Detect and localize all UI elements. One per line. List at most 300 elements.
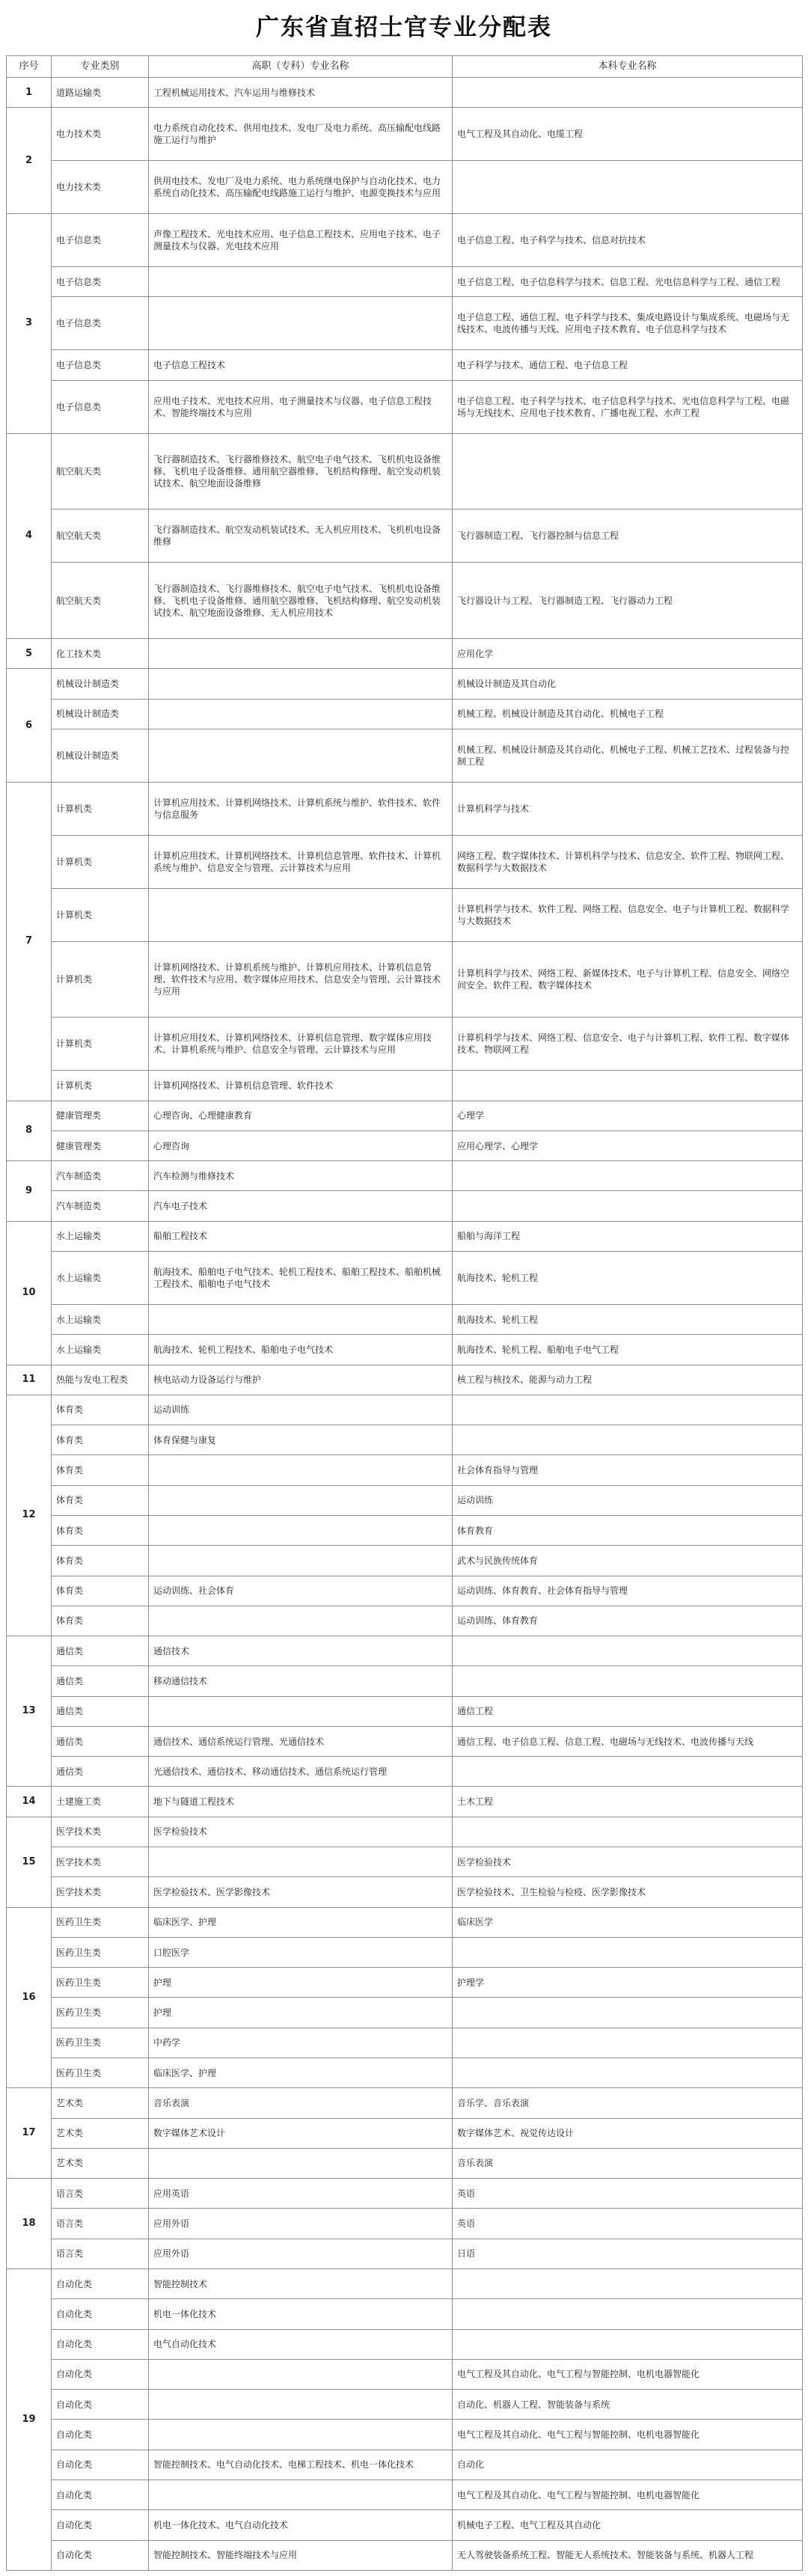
category-cell: 航空航天类 — [52, 510, 149, 563]
vocational-major-cell — [149, 2148, 453, 2178]
category-cell: 医药卫生类 — [52, 1907, 149, 1937]
category-cell: 电子信息类 — [52, 214, 149, 267]
category-cell: 水上运输类 — [52, 1304, 149, 1334]
table-row — [7, 433, 803, 510]
vocational-major-cell: 电气自动化技术 — [149, 2329, 453, 2359]
header-no: 序号 — [7, 56, 52, 78]
table-row — [7, 2118, 803, 2148]
bachelor-major-cell: 计算机科学与技术、网络工程、新媒体技术、电子与计算机工程、信息安全、网络空间安全、软件工程、数字媒体技术 — [453, 941, 803, 1018]
table-row — [7, 1576, 803, 1606]
category-cell: 计算机类 — [52, 888, 149, 941]
vocational-major-cell: 运动训练 — [149, 1395, 453, 1425]
vocational-major-cell: 计算机网络技术、计算机信息管理、软件技术 — [149, 1071, 453, 1101]
vocational-major-cell — [149, 669, 453, 699]
table-row — [7, 1968, 803, 1998]
category-cell: 化工技术类 — [52, 638, 149, 668]
category-cell: 电子信息类 — [52, 297, 149, 350]
vocational-major-cell: 医学检验技术、医学影像技术 — [149, 1877, 453, 1907]
vocational-major-cell — [149, 1847, 453, 1877]
row-number: 10 — [7, 1221, 52, 1365]
vocational-major-cell — [149, 699, 453, 729]
bachelor-major-cell: 电子科学与技术、通信工程、电子信息工程 — [453, 350, 803, 380]
row-number: 12 — [7, 1395, 52, 1636]
vocational-major-cell: 飞行器制造技术、飞行器维修技术、航空电子电气技术、飞机机电设备维修、飞机电子设备维修、通用航空器维修、飞机结构修理、航空发动机装试技术、航空地面设备维修、无人机应用技术 — [149, 563, 453, 639]
vocational-major-cell: 船舶工程技术 — [149, 1221, 453, 1251]
table-row — [7, 108, 803, 161]
table-row — [7, 1726, 803, 1756]
row-number: 6 — [7, 669, 52, 783]
bachelor-major-cell: 船舶与海洋工程 — [453, 1221, 803, 1251]
category-cell: 通信类 — [52, 1726, 149, 1756]
table-row — [7, 941, 803, 1018]
vocational-major-cell — [149, 1606, 453, 1636]
bachelor-major-cell: 护理学 — [453, 1968, 803, 1998]
bachelor-major-cell: 自动化、机器人工程、智能装备与系统 — [453, 2390, 803, 2420]
vocational-major-cell — [149, 2479, 453, 2509]
bachelor-major-cell — [453, 2058, 803, 2088]
category-cell: 艺术类 — [52, 2118, 149, 2148]
category-cell: 医药卫生类 — [52, 1968, 149, 1998]
table-header-row — [7, 56, 803, 78]
bachelor-major-cell: 电气工程及其自动化、电气工程与智能控制、电机电器智能化 — [453, 2420, 803, 2450]
table-row — [7, 2390, 803, 2420]
table-row — [7, 638, 803, 668]
table-row — [7, 214, 803, 267]
table-row — [7, 729, 803, 782]
category-cell: 热能与发电工程类 — [52, 1365, 149, 1395]
table-row — [7, 1161, 803, 1191]
vocational-major-cell: 智能控制技术 — [149, 2268, 453, 2298]
table-row — [7, 1666, 803, 1696]
vocational-major-cell: 护理 — [149, 1968, 453, 1998]
category-cell: 自动化类 — [52, 2510, 149, 2540]
category-cell: 体育类 — [52, 1546, 149, 1576]
category-cell: 通信类 — [52, 1757, 149, 1787]
table-row — [7, 2479, 803, 2509]
vocational-major-cell: 口腔医学 — [149, 1937, 453, 1967]
category-cell: 艺术类 — [52, 2148, 149, 2178]
table-row — [7, 1425, 803, 1455]
row-number: 8 — [7, 1101, 52, 1161]
bachelor-major-cell: 自动化 — [453, 2450, 803, 2479]
vocational-major-cell: 移动通信技术 — [149, 1666, 453, 1696]
bachelor-major-cell: 机械电子工程、电气工程及其自动化 — [453, 2510, 803, 2540]
row-number: 11 — [7, 1365, 52, 1395]
table-row — [7, 2268, 803, 2298]
category-cell: 电子信息类 — [52, 350, 149, 380]
table-row — [7, 2540, 803, 2571]
category-cell: 通信类 — [52, 1696, 149, 1726]
category-cell: 语言类 — [52, 2209, 149, 2239]
category-cell: 体育类 — [52, 1455, 149, 1485]
category-cell: 医药卫生类 — [52, 2028, 149, 2058]
bachelor-major-cell — [453, 1998, 803, 2028]
vocational-major-cell: 地下与隧道工程技术 — [149, 1787, 453, 1817]
table-row — [7, 2359, 803, 2389]
vocational-major-cell — [149, 1696, 453, 1726]
row-number: 2 — [7, 108, 52, 214]
category-cell: 水上运输类 — [52, 1252, 149, 1305]
category-cell: 计算机类 — [52, 1071, 149, 1101]
bachelor-major-cell — [453, 433, 803, 510]
bachelor-major-cell: 医学检验技术 — [453, 1847, 803, 1877]
table-row — [7, 2450, 803, 2479]
vocational-major-cell: 飞行器制造技术、航空发动机装试技术、无人机应用技术、飞机机电设备维修 — [149, 510, 453, 563]
category-cell: 自动化类 — [52, 2268, 149, 2298]
bachelor-major-cell: 英语 — [453, 2209, 803, 2239]
header-category: 专业类别 — [52, 56, 149, 78]
vocational-major-cell — [149, 1485, 453, 1515]
vocational-major-cell: 光通信技术、通信技术、移动通信技术、通信系统运行管理 — [149, 1757, 453, 1787]
vocational-major-cell: 机电一体化技术、电气自动化技术 — [149, 2510, 453, 2540]
vocational-major-cell: 音乐表演 — [149, 2088, 453, 2118]
vocational-major-cell: 数字媒体艺术设计 — [149, 2118, 453, 2148]
header-vocational: 高职（专科）专业名称 — [149, 56, 453, 78]
table-row — [7, 1071, 803, 1101]
table-row — [7, 835, 803, 888]
table-row — [7, 2329, 803, 2359]
bachelor-major-cell: 机械工程、机械设计制造及其自动化、机械电子工程、机械工艺技术、过程装备与控制工程 — [453, 729, 803, 782]
category-cell: 语言类 — [52, 2239, 149, 2268]
category-cell: 自动化类 — [52, 2450, 149, 2479]
bachelor-major-cell — [453, 1636, 803, 1666]
page-title: 广东省直招士官专业分配表 — [256, 14, 552, 41]
category-cell: 自动化类 — [52, 2359, 149, 2389]
bachelor-major-cell — [453, 1191, 803, 1221]
row-number: 14 — [7, 1787, 52, 1817]
vocational-major-cell — [149, 888, 453, 941]
vocational-major-cell: 智能控制技术、智能终端技术与应用 — [149, 2540, 453, 2571]
category-cell: 自动化类 — [52, 2390, 149, 2420]
bachelor-major-cell: 飞行器制造工程、飞行器控制与信息工程 — [453, 510, 803, 563]
category-cell: 医学技术类 — [52, 1877, 149, 1907]
vocational-major-cell: 智能控制技术、电气自动化技术、电梯工程技术、机电一体化技术 — [149, 2450, 453, 2479]
bachelor-major-cell: 飞行器设计与工程、飞行器制造工程、飞行器动力工程 — [453, 563, 803, 639]
category-cell: 土建施工类 — [52, 1787, 149, 1817]
bachelor-major-cell: 网络工程、数字媒体技术、计算机科学与技术、信息安全、软件工程、物联网工程、数据科学与大数据技术 — [453, 835, 803, 888]
vocational-major-cell: 汽车检测与维修技术 — [149, 1161, 453, 1191]
vocational-major-cell: 计算机应用技术、计算机网络技术、计算机信息管理、数字媒体应用技术、计算机系统与维护、信息安全与管理、云计算技术与应用 — [149, 1018, 453, 1071]
vocational-major-cell: 航海技术、船舶电子电气技术、轮机工程技术、船舶工程技术、船舶机械工程技术、船舶电子电气技术 — [149, 1252, 453, 1305]
bachelor-major-cell — [453, 1071, 803, 1101]
table-row — [7, 1455, 803, 1485]
table-row — [7, 1191, 803, 1221]
vocational-major-cell: 飞行器制造技术、飞行器维修技术、航空电子电气技术、飞机机电设备维修、飞机电子设备维修、通用航空器维修、飞机结构修理、航空发动机装试技术、航空地面设备维修 — [149, 433, 453, 510]
table-row — [7, 78, 803, 108]
vocational-major-cell — [149, 1546, 453, 1576]
bachelor-major-cell: 机械工程、机械设计制造及其自动化、机械电子工程 — [453, 699, 803, 729]
table-row — [7, 1101, 803, 1131]
category-cell: 计算机类 — [52, 941, 149, 1018]
category-cell: 通信类 — [52, 1666, 149, 1696]
bachelor-major-cell: 电子信息工程、通信工程、电子科学与技术、集成电路设计与集成系统、电磁场与无线技术、电波传播与天线、应用电子技术教育、电子信息科学与技术 — [453, 297, 803, 350]
category-cell: 电力技术类 — [52, 108, 149, 161]
table-row — [7, 510, 803, 563]
category-cell: 自动化类 — [52, 2299, 149, 2329]
bachelor-major-cell: 运动训练、体育教育、社会体育指导与管理 — [453, 1576, 803, 1606]
vocational-major-cell: 通信技术、通信系统运行管理、光通信技术 — [149, 1726, 453, 1756]
row-number: 18 — [7, 2179, 52, 2269]
table-row — [7, 782, 803, 835]
bachelor-major-cell — [453, 1666, 803, 1696]
vocational-major-cell — [149, 2420, 453, 2450]
category-cell: 水上运输类 — [52, 1221, 149, 1251]
table-row — [7, 1636, 803, 1666]
bachelor-major-cell — [453, 2299, 803, 2329]
vocational-major-cell: 护理 — [149, 1998, 453, 2028]
category-cell: 健康管理类 — [52, 1131, 149, 1160]
vocational-major-cell: 应用外语 — [149, 2239, 453, 2268]
row-number: 13 — [7, 1636, 52, 1787]
vocational-major-cell: 计算机应用技术、计算机网络技术、计算机系统与维护、软件技术、软件与信息服务 — [149, 782, 453, 835]
bachelor-major-cell: 心理学 — [453, 1101, 803, 1131]
vocational-major-cell: 应用英语 — [149, 2179, 453, 2209]
category-cell: 语言类 — [52, 2179, 149, 2209]
bachelor-major-cell: 临床医学 — [453, 1907, 803, 1937]
vocational-major-cell: 运动训练、社会体育 — [149, 1576, 453, 1606]
vocational-major-cell — [149, 638, 453, 668]
bachelor-major-cell — [453, 2329, 803, 2359]
table-row — [7, 1485, 803, 1515]
bachelor-major-cell — [453, 1817, 803, 1847]
bachelor-major-cell: 社会体育指导与管理 — [453, 1455, 803, 1485]
bachelor-major-cell — [453, 2028, 803, 2058]
table-row — [7, 1817, 803, 1847]
vocational-major-cell — [149, 729, 453, 782]
bachelor-major-cell: 运动训练 — [453, 1485, 803, 1515]
category-cell: 医学技术类 — [52, 1817, 149, 1847]
vocational-major-cell — [149, 267, 453, 297]
bachelor-major-cell: 音乐学、音乐表演 — [453, 2088, 803, 2118]
vocational-major-cell — [149, 1515, 453, 1545]
bachelor-major-cell: 武术与民族传统体育 — [453, 1546, 803, 1576]
category-cell: 电子信息类 — [52, 380, 149, 433]
row-number: 4 — [7, 433, 52, 638]
bachelor-major-cell — [453, 1425, 803, 1455]
header-bachelor: 本科专业名称 — [453, 56, 803, 78]
vocational-major-cell — [149, 1455, 453, 1485]
table-row — [7, 888, 803, 941]
category-cell: 医学技术类 — [52, 1847, 149, 1877]
table-row — [7, 1606, 803, 1636]
row-number: 19 — [7, 2268, 52, 2570]
table-row — [7, 297, 803, 350]
vocational-major-cell: 心理咨询、心理健康教育 — [149, 1101, 453, 1131]
vocational-major-cell: 电力系统自动化技术、供用电技术、发电厂及电力系统、高压输配电线路施工运行与维护 — [149, 108, 453, 161]
row-number: 1 — [7, 78, 52, 108]
bachelor-major-cell: 电子信息工程、电子科学与技术、信息对抗技术 — [453, 214, 803, 267]
category-cell: 体育类 — [52, 1395, 149, 1425]
bachelor-major-cell — [453, 78, 803, 108]
category-cell: 艺术类 — [52, 2088, 149, 2118]
vocational-major-cell: 心理咨询 — [149, 1131, 453, 1160]
category-cell: 医药卫生类 — [52, 2058, 149, 2088]
table-row — [7, 1787, 803, 1817]
bachelor-major-cell: 计算机科学与技术、软件工程、网络工程、信息安全、电子与计算机工程、数据科学与大数据技术 — [453, 888, 803, 941]
table-row — [7, 2148, 803, 2178]
vocational-major-cell: 核电站动力设备运行与维护 — [149, 1365, 453, 1395]
category-cell: 机械设计制造类 — [52, 669, 149, 699]
bachelor-major-cell: 应用心理学、心理学 — [453, 1131, 803, 1160]
category-cell: 汽车制造类 — [52, 1191, 149, 1221]
table-row — [7, 1847, 803, 1877]
bachelor-major-cell — [453, 1395, 803, 1425]
vocational-major-cell: 通信技术 — [149, 1636, 453, 1666]
category-cell: 医药卫生类 — [52, 1998, 149, 2028]
category-cell: 航空航天类 — [52, 433, 149, 510]
row-number: 15 — [7, 1817, 52, 1907]
table-row — [7, 2179, 803, 2209]
category-cell: 计算机类 — [52, 835, 149, 888]
category-cell: 计算机类 — [52, 782, 149, 835]
bachelor-major-cell: 计算机科学与技术、网络工程、信息安全、电子与计算机工程、软件工程、数字媒体技术、物联网工程 — [453, 1018, 803, 1071]
vocational-major-cell: 机电一体化技术 — [149, 2299, 453, 2329]
vocational-major-cell — [149, 2390, 453, 2420]
category-cell: 电子信息类 — [52, 267, 149, 297]
table-row — [7, 2420, 803, 2450]
category-cell: 体育类 — [52, 1485, 149, 1515]
table-row — [7, 161, 803, 214]
bachelor-major-cell: 体育教育 — [453, 1515, 803, 1545]
bachelor-major-cell: 航海技术、轮机工程 — [453, 1304, 803, 1334]
bachelor-major-cell: 运动训练、体育教育 — [453, 1606, 803, 1636]
table-row — [7, 2088, 803, 2118]
table-row — [7, 1221, 803, 1251]
vocational-major-cell — [149, 297, 453, 350]
vocational-major-cell: 计算机应用技术、计算机网络技术、计算机信息管理、软件技术、计算机系统与维护、信息安全与管理、云计算技术与应用 — [149, 835, 453, 888]
category-cell: 体育类 — [52, 1606, 149, 1636]
vocational-major-cell: 应用外语 — [149, 2209, 453, 2239]
vocational-major-cell: 体育保健与康复 — [149, 1425, 453, 1455]
table-row — [7, 563, 803, 639]
category-cell: 汽车制造类 — [52, 1161, 149, 1191]
bachelor-major-cell: 英语 — [453, 2179, 803, 2209]
vocational-major-cell: 声像工程技术、光电技术应用、电子信息工程技术、应用电子技术、电子测量技术与仪器、光电技术应用 — [149, 214, 453, 267]
table-row — [7, 1365, 803, 1395]
table-row — [7, 1304, 803, 1334]
row-number: 5 — [7, 638, 52, 668]
table-row — [7, 1131, 803, 1160]
vocational-major-cell: 计算机网络技术、计算机系统与维护、计算机应用技术、计算机信息管理、软件技术与应用、数字媒体应用技术、信息安全与管理、云计算技术与应用 — [149, 941, 453, 1018]
table-row — [7, 1252, 803, 1305]
bachelor-major-cell: 数字媒体艺术、视觉传达设计 — [453, 2118, 803, 2148]
bachelor-major-cell — [453, 161, 803, 214]
table-body — [7, 78, 803, 2571]
major-allocation-table — [6, 55, 803, 2571]
table-row — [7, 350, 803, 380]
row-number: 17 — [7, 2088, 52, 2179]
category-cell: 机械设计制造类 — [52, 699, 149, 729]
table-row — [7, 1937, 803, 1967]
table-row — [7, 1515, 803, 1545]
category-cell: 水上运输类 — [52, 1335, 149, 1365]
table-row — [7, 2239, 803, 2268]
table-row — [7, 1018, 803, 1071]
bachelor-major-cell — [453, 1757, 803, 1787]
table-row — [7, 380, 803, 433]
category-cell: 医药卫生类 — [52, 1937, 149, 1967]
bachelor-major-cell: 航海技术、轮机工程、船舶电子电气工程 — [453, 1335, 803, 1365]
vocational-major-cell: 工程机械运用技术、汽车运用与维修技术 — [149, 78, 453, 108]
table-row — [7, 2058, 803, 2088]
category-cell: 道路运输类 — [52, 78, 149, 108]
bachelor-major-cell: 音乐表演 — [453, 2148, 803, 2178]
bachelor-major-cell: 应用化学 — [453, 638, 803, 668]
category-cell: 自动化类 — [52, 2540, 149, 2571]
vocational-major-cell: 电子信息工程技术 — [149, 350, 453, 380]
bachelor-major-cell: 电气工程及其自动化、电气工程与智能控制、电机电器智能化 — [453, 2359, 803, 2389]
bachelor-major-cell: 电子信息工程、电子科学与技术、电子信息科学与技术、光电信息科学与工程、电磁场与无线技术、应用电子技术教育、广播电视工程、水声工程 — [453, 380, 803, 433]
vocational-major-cell: 中药学 — [149, 2028, 453, 2058]
bachelor-major-cell — [453, 1161, 803, 1191]
bachelor-major-cell: 通信工程 — [453, 1696, 803, 1726]
table-row — [7, 1757, 803, 1787]
vocational-major-cell: 医学检验技术 — [149, 1817, 453, 1847]
row-number: 9 — [7, 1161, 52, 1222]
table-row — [7, 699, 803, 729]
table-row — [7, 669, 803, 699]
bachelor-major-cell: 航海技术、轮机工程 — [453, 1252, 803, 1305]
category-cell: 通信类 — [52, 1636, 149, 1666]
table-row — [7, 1877, 803, 1907]
bachelor-major-cell: 医学检验技术、卫生检验与检疫、医学影像技术 — [453, 1877, 803, 1907]
bachelor-major-cell: 电子信息工程、电子信息科学与技术、信息工程、光电信息科学与工程、通信工程 — [453, 267, 803, 297]
row-number: 16 — [7, 1907, 52, 2088]
bachelor-major-cell: 机械设计制造及其自动化 — [453, 669, 803, 699]
vocational-major-cell: 航海技术、轮机工程技术、船舶电子电气技术 — [149, 1335, 453, 1365]
category-cell: 体育类 — [52, 1576, 149, 1606]
bachelor-major-cell: 电气工程及其自动化、电缆工程 — [453, 108, 803, 161]
category-cell: 体育类 — [52, 1425, 149, 1455]
category-cell: 机械设计制造类 — [52, 729, 149, 782]
category-cell: 自动化类 — [52, 2329, 149, 2359]
category-cell: 自动化类 — [52, 2420, 149, 2450]
bachelor-major-cell: 日语 — [453, 2239, 803, 2268]
vocational-major-cell — [149, 1304, 453, 1334]
bachelor-major-cell: 电气工程及其自动化、电气工程与智能控制、电机电器智能化 — [453, 2479, 803, 2509]
table-row — [7, 2510, 803, 2540]
bachelor-major-cell: 土木工程 — [453, 1787, 803, 1817]
table-row — [7, 1907, 803, 1937]
bachelor-major-cell — [453, 1937, 803, 1967]
bachelor-major-cell: 通信工程、电子信息工程、信息工程、电磁场与无线技术、电波传播与天线 — [453, 1726, 803, 1756]
bachelor-major-cell — [453, 2268, 803, 2298]
vocational-major-cell: 供用电技术、发电厂及电力系统、电力系统继电保护与自动化技术、电力系统自动化技术、高压输配电线路施工运行与维护、电源变换技术与应用 — [149, 161, 453, 214]
row-number: 3 — [7, 214, 52, 433]
category-cell: 健康管理类 — [52, 1101, 149, 1131]
vocational-major-cell — [149, 2359, 453, 2389]
vocational-major-cell: 临床医学、护理 — [149, 2058, 453, 2088]
row-number: 7 — [7, 782, 52, 1101]
table-row — [7, 1335, 803, 1365]
table-row — [7, 267, 803, 297]
category-cell: 计算机类 — [52, 1018, 149, 1071]
category-cell: 自动化类 — [52, 2479, 149, 2509]
category-cell: 航空航天类 — [52, 563, 149, 639]
bachelor-major-cell: 计算机科学与技术 — [453, 782, 803, 835]
category-cell: 体育类 — [52, 1515, 149, 1545]
table-row — [7, 1998, 803, 2028]
table-row — [7, 1546, 803, 1576]
table-row — [7, 2028, 803, 2058]
vocational-major-cell: 汽车电子技术 — [149, 1191, 453, 1221]
table-row — [7, 2209, 803, 2239]
vocational-major-cell: 临床医学、护理 — [149, 1907, 453, 1937]
bachelor-major-cell: 无人驾驶装备系统工程、智能无人系统技术、智能装备与系统、机器人工程 — [453, 2540, 803, 2571]
category-cell: 电力技术类 — [52, 161, 149, 214]
table-row — [7, 1395, 803, 1425]
table-row — [7, 2299, 803, 2329]
